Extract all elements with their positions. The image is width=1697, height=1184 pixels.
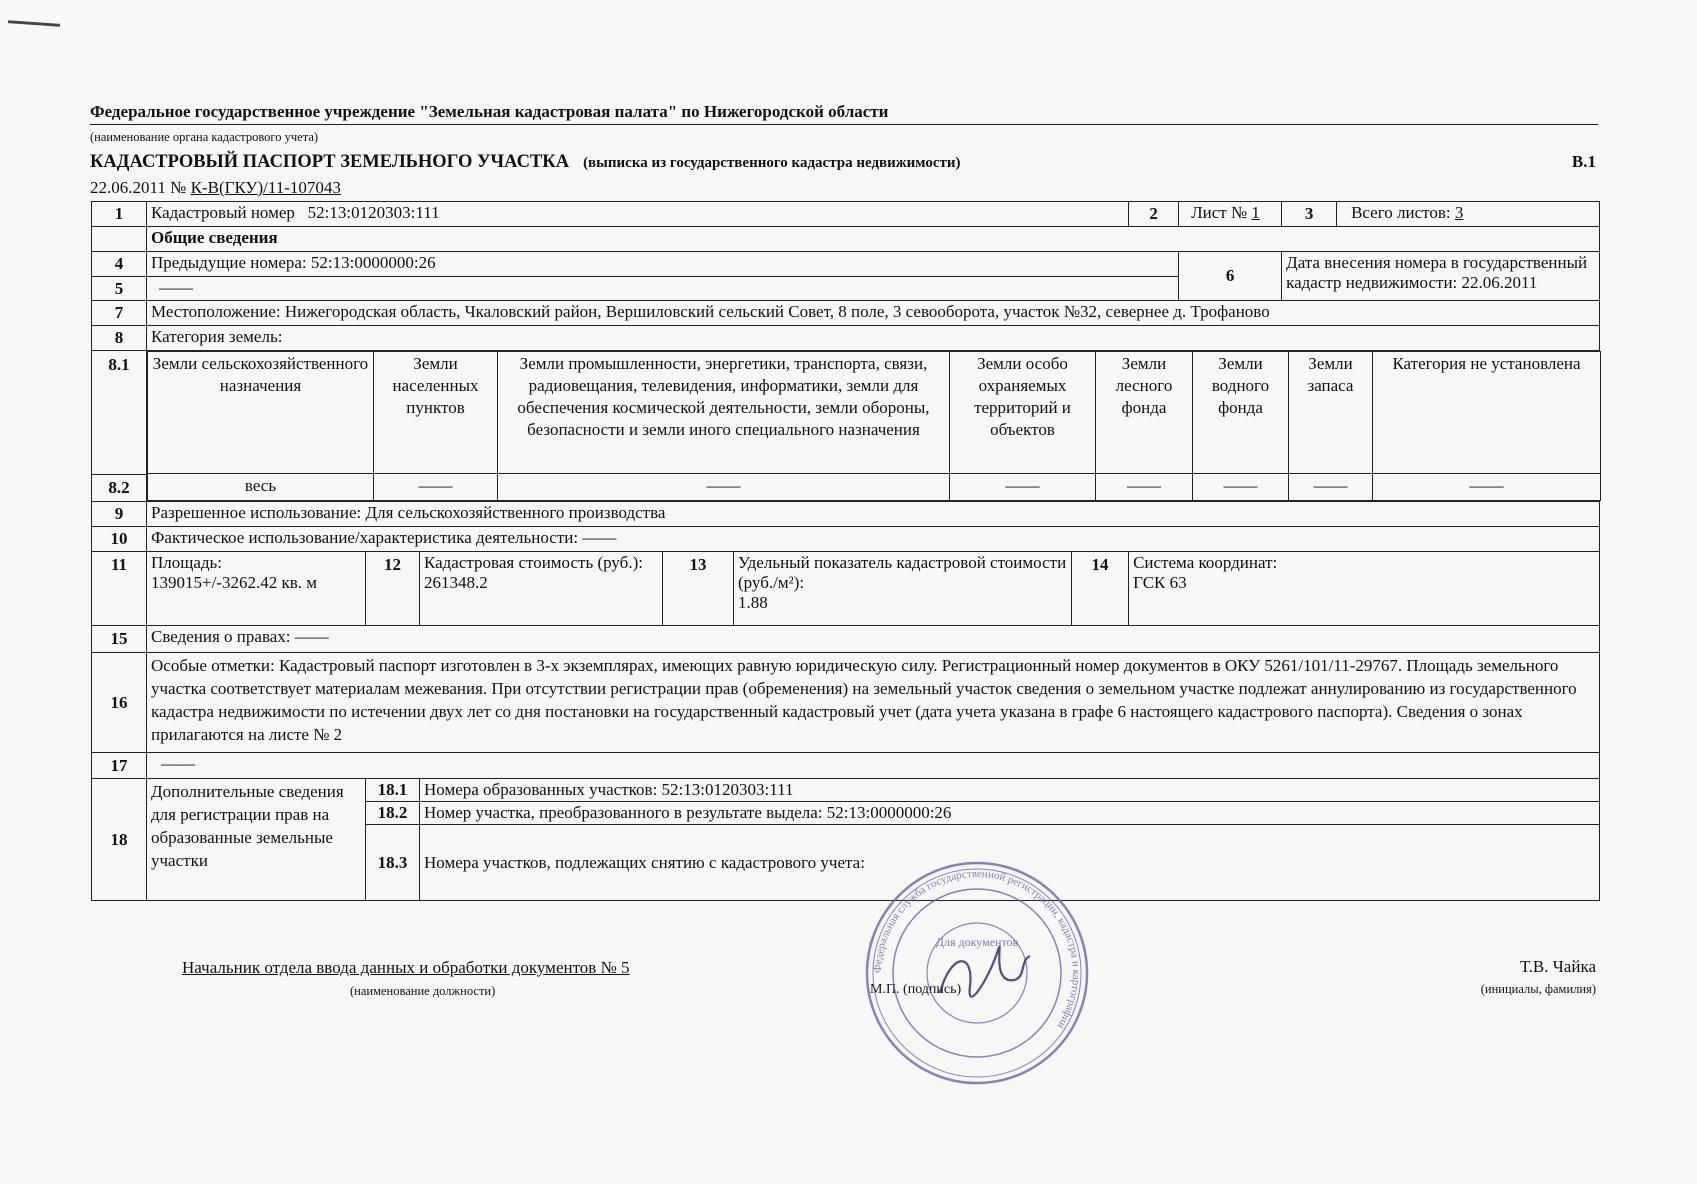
row-num: 14	[1072, 552, 1129, 626]
row-num: 16	[92, 653, 147, 753]
row-num: 15	[92, 626, 147, 653]
previous-numbers: Предыдущие номера: 52:13:0000000:26	[147, 252, 1179, 277]
row-num: 2	[1129, 202, 1179, 227]
sub-num: 18.1	[366, 779, 420, 802]
plots-to-remove: Номера участков, подлежащих снятию с кадастрового учета:	[420, 825, 1600, 901]
area-cell	[147, 552, 366, 626]
category-forest: Земли лесного фонда	[1096, 352, 1193, 474]
name-caption: (инициалы, фамилия)	[1480, 982, 1596, 996]
special-notes: Особые отметки: Кадастровый паспорт изготовлен в 3-х экземплярах, имеющих равную юридическую силу. Регистрационный номер документов в ОКУ 5261/101/11-29767. Площадь земельного участка соответствует материалам межевания. При отсутствии регистрации прав (обременения) на земельный участок сведения о земельном участке подлежат аннулированию из государственного кадастра недвижимости по истечении двух лет со дня постановки на государственный кадастровый учет (дата учета указана в графе 6 настоящего кадастрового паспорта). Сведения о зонах прилагаются на листе № 2	[147, 653, 1600, 753]
actual-use: Фактическое использование/характеристика деятельности: ——	[147, 527, 1600, 552]
rights-info: Сведения о правах: ——	[147, 626, 1600, 653]
sheet-number-cell	[1179, 202, 1282, 227]
row-8-1	[92, 351, 1600, 475]
title-main: КАДАСТРОВЫЙ ПАСПОРТ ЗЕМЕЛЬНОГО УЧАСТКА	[90, 152, 570, 172]
row-num: 6	[1179, 252, 1282, 301]
cadastral-number-cell	[147, 202, 1129, 227]
category-value: ——	[950, 474, 1096, 501]
row-17	[92, 753, 1600, 779]
category-value: весь	[148, 474, 374, 501]
organization-name: Федеральное государственное учреждение "Земельная кадастровая палата" по Нижегородской области	[90, 102, 1598, 125]
row-num: 8	[92, 326, 147, 351]
document-number: К-В(ГКУ)/11-107043	[190, 178, 341, 197]
row-num: 4	[92, 252, 147, 277]
row-11-14	[92, 552, 1600, 626]
row-num: 12	[366, 552, 420, 626]
total-sheets-label: Всего листов:	[1351, 203, 1451, 222]
row-num: 11	[92, 552, 147, 626]
category-agricultural: Земли сельскохозяйственного назначения	[148, 352, 374, 474]
category-settlements: Земли населенных пунктов	[374, 352, 498, 474]
specific-value-label: Удельный показатель кадастровой стоимости (руб./м²):	[738, 553, 1067, 592]
empty-cell	[92, 227, 147, 252]
stamp-caption: М.П. (подпись)	[870, 982, 962, 997]
row-num: 8.2	[92, 475, 147, 502]
sheet-label: Лист №	[1191, 203, 1248, 222]
row-num: 17	[92, 753, 147, 779]
specific-value-cell	[734, 552, 1072, 626]
row-num: 13	[663, 552, 734, 626]
form-code: В.1	[1571, 152, 1596, 171]
category-value: ——	[1193, 474, 1289, 501]
area-value: 139015+/-3262.42 кв. м	[151, 573, 318, 592]
document-date: 22.06.2011	[90, 178, 166, 197]
row-18-1	[92, 779, 1600, 802]
category-industry: Земли промышленности, энергетики, транспорта, связи, радиовещания, телевидения, информатики, земли для обеспечения космической деятельности, земли обороны, безопасности и земли иного специального назначения	[498, 352, 950, 474]
coord-system-label: Система координат:	[1133, 553, 1278, 572]
number-prefix: №	[170, 178, 187, 197]
specific-value-value: 1.88	[738, 593, 768, 612]
row-9	[92, 502, 1600, 527]
category-value: ——	[374, 474, 498, 501]
sub-num: 18.3	[366, 825, 420, 901]
cadastral-value-label: Кадастровая стоимость (руб.):	[424, 553, 643, 572]
land-category-label: Категория земель:	[147, 326, 1600, 351]
signature-scribble	[940, 947, 1030, 997]
row-1	[92, 202, 1600, 227]
location: Местоположение: Нижегородская область, Чкаловский район, Вершиловский сельский Совет, 8 поле, 3 севооборота, участок №32, севернее д. Трофаново	[147, 301, 1600, 326]
row-5-value: ——	[147, 277, 1179, 301]
scan-mark	[8, 20, 60, 27]
cadastral-number-value: 52:13:0120303:111	[307, 203, 440, 222]
stamp-outer-path: Федеральная служба государственной регистрации, кадастра и картографии	[871, 867, 1083, 1031]
category-protected: Земли особо охраняемых территорий и объектов	[950, 352, 1096, 474]
position-caption: (наименование должности)	[350, 984, 496, 998]
coord-system-cell	[1129, 552, 1600, 626]
row-num: 10	[92, 527, 147, 552]
sheet-value: 1	[1251, 203, 1260, 222]
total-sheets-cell	[1337, 202, 1600, 227]
area-label: Площадь:	[151, 553, 223, 572]
total-sheets-value: 3	[1454, 203, 1464, 222]
permitted-use: Разрешенное использование: Для сельскохозяйственного производства	[147, 502, 1600, 527]
stamp-graphic	[867, 863, 1087, 1083]
signatory-position: Начальник отдела ввода данных и обработки документов № 5	[182, 958, 630, 977]
row-10	[92, 527, 1600, 552]
category-value: ——	[1289, 474, 1373, 501]
additional-info-label: Дополнительные сведения для регистрации прав на образованные земельные участки	[147, 779, 366, 901]
row-num: 5	[92, 277, 147, 301]
category-value: ——	[498, 474, 950, 501]
row-general	[92, 227, 1600, 252]
cadastral-number-label: Кадастровый номер	[151, 203, 295, 222]
general-heading: Общие сведения	[147, 227, 1600, 252]
category-unset: Категория не установлена	[1373, 352, 1601, 474]
category-header-row	[148, 352, 1601, 474]
category-reserve: Земли запаса	[1289, 352, 1373, 474]
category-value: ——	[1373, 474, 1601, 501]
transformed-plot: Номер участка, преобразованного в результате выдела: 52:13:0000000:26	[420, 802, 1600, 825]
row-8	[92, 326, 1600, 351]
formed-plots: Номера образованных участков: 52:13:0120303:111	[420, 779, 1600, 802]
official-stamp-icon	[862, 858, 1092, 1088]
category-value-row	[148, 474, 1601, 501]
registration-date: Дата внесения номера в государственный кадастр недвижимости: 22.06.2011	[1282, 252, 1600, 301]
stamp-inner-text: Для документов	[935, 935, 1019, 949]
title-subtitle: (выписка из государственного кадастра недвижимости)	[583, 155, 961, 171]
category-water: Земли водного фонда	[1193, 352, 1289, 474]
row-7	[92, 301, 1600, 326]
row-16	[92, 653, 1600, 753]
row-num: 7	[92, 301, 147, 326]
row-num: 18	[92, 779, 147, 901]
organization-caption: (наименование органа кадастрового учета)	[90, 130, 319, 144]
coord-system-value: ГСК 63	[1133, 573, 1187, 592]
row-num: 1	[92, 202, 147, 227]
document-title	[90, 152, 960, 173]
category-value: ——	[1096, 474, 1193, 501]
cadastral-value-cell	[420, 552, 663, 626]
signatory-name: Т.В. Чайка	[1519, 957, 1596, 976]
row-17-value: ——	[147, 753, 1600, 779]
cadastral-value-value: 261348.2	[424, 573, 488, 592]
row-4	[92, 252, 1600, 277]
row-15	[92, 626, 1600, 653]
sub-num: 18.2	[366, 802, 420, 825]
row-num: 3	[1282, 202, 1337, 227]
document-date-number	[90, 178, 341, 198]
row-num: 9	[92, 502, 147, 527]
passport-table	[91, 201, 1600, 901]
category-table	[147, 351, 1601, 501]
category-block	[147, 351, 1600, 502]
row-num: 8.1	[92, 351, 147, 475]
